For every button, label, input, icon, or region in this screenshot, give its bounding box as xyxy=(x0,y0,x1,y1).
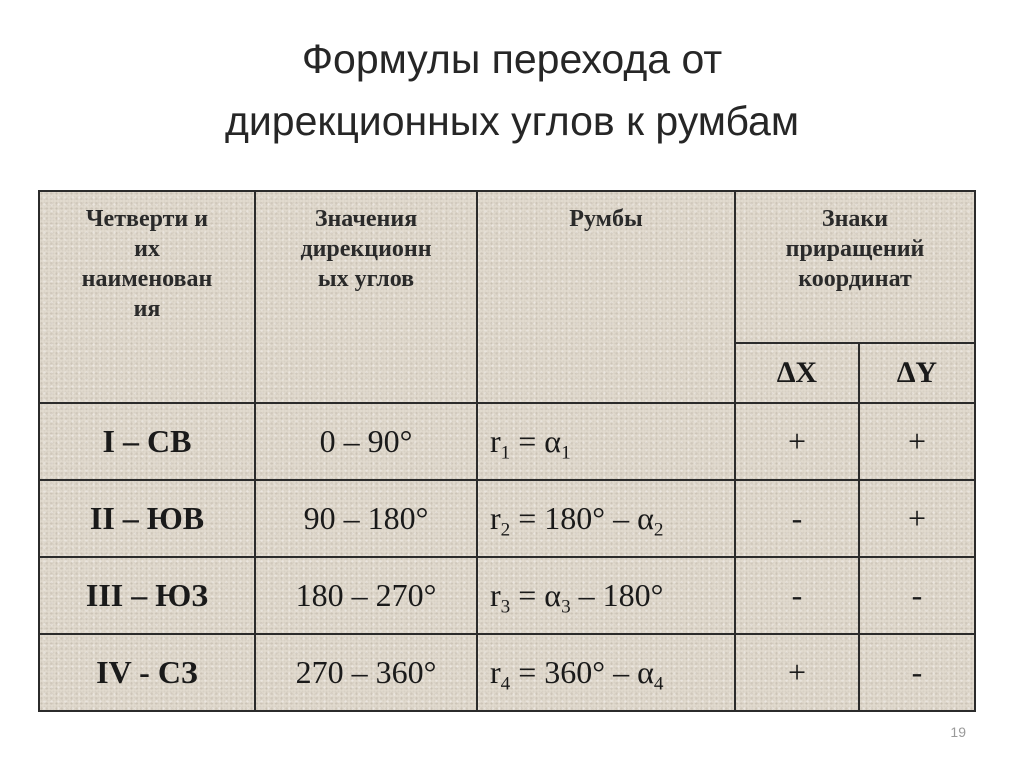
table-row xyxy=(39,634,975,711)
delta-y-sign: - xyxy=(859,634,975,711)
title-line-2: дирекционных углов к румбам xyxy=(224,98,800,144)
rumb-formula-cell: $r_3 = \alpha_3 - 180^\circ$ xyxy=(477,557,735,634)
range-cell: 90 – 180° xyxy=(255,480,477,557)
header-signs: Знаки приращений координат xyxy=(735,191,975,343)
header-directional-angles: Значения дирекционн ых углов xyxy=(255,191,477,403)
delta-x-sign: + xyxy=(735,403,859,480)
header-quarters: Четверти и их наименован ия xyxy=(39,191,255,403)
table-row xyxy=(39,557,975,634)
header-delta-x: ∆X xyxy=(735,343,859,403)
quarter-cell: II – ЮВ xyxy=(39,480,255,557)
table-row xyxy=(39,480,975,557)
range-cell: 270 – 360° xyxy=(255,634,477,711)
delta-x-sign: + xyxy=(735,634,859,711)
delta-y-sign: - xyxy=(859,557,975,634)
delta-y-sign: + xyxy=(859,480,975,557)
range-cell: 180 – 270° xyxy=(255,557,477,634)
rumb-formula-cell: $r_1 = \alpha_1$ xyxy=(477,403,735,480)
rumb-conversion-table xyxy=(38,190,976,712)
delta-x-sign: - xyxy=(735,557,859,634)
quarter-cell: I – СВ xyxy=(39,403,255,480)
header-rumbs: Румбы xyxy=(477,191,735,403)
title-line-1: Формулы перехода от xyxy=(301,36,723,82)
slide-title xyxy=(0,28,1024,152)
quarter-cell: IV - СЗ xyxy=(39,634,255,711)
delta-y-sign: + xyxy=(859,403,975,480)
range-cell: 0 – 90° xyxy=(255,403,477,480)
page-number: 19 xyxy=(950,724,966,740)
quarter-cell: III – ЮЗ xyxy=(39,557,255,634)
rumb-formula-cell: $r_2 = 180^\circ - \alpha_2$ xyxy=(477,480,735,557)
rumb-formula-cell: $r_4 = 360^\circ - \alpha_4$ xyxy=(477,634,735,711)
header-delta-y: ∆Y xyxy=(859,343,975,403)
delta-x-sign: - xyxy=(735,480,859,557)
table-row xyxy=(39,403,975,480)
